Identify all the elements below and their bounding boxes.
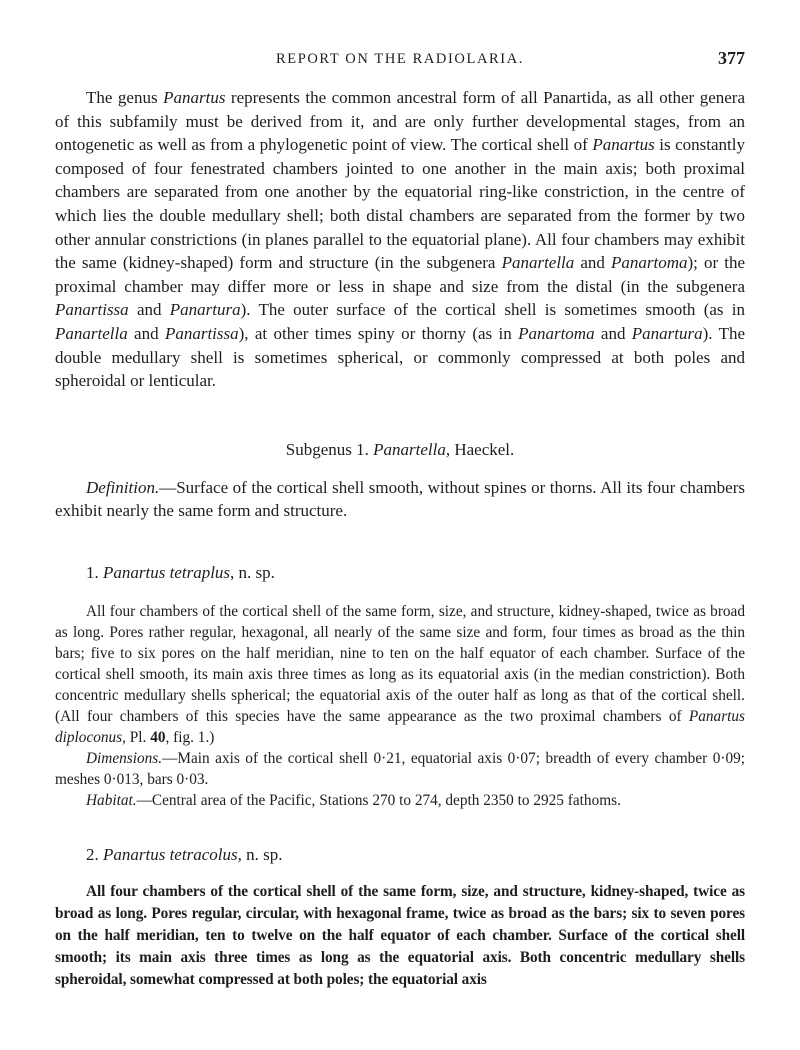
genus-name: Panartus xyxy=(592,135,655,155)
subgenus-name: Panartella xyxy=(501,253,575,273)
subgenus-title: Panartella xyxy=(373,439,446,459)
reference-plate: , Pl. xyxy=(122,728,151,746)
running-title: REPORT ON THE RADIOLARIA. xyxy=(275,51,525,67)
intro-text: and xyxy=(594,323,632,343)
species-suffix: , n. sp. xyxy=(230,562,275,582)
definition-paragraph xyxy=(55,476,745,523)
intro-paragraph xyxy=(55,86,745,393)
intro-text: ). The outer surface of the cortical shell is sometimes smooth (as in xyxy=(240,300,745,320)
running-head xyxy=(55,48,745,74)
species-2-description xyxy=(55,881,745,991)
species-1-dimensions xyxy=(55,748,745,790)
reference-species: Panartus diploconus xyxy=(55,707,745,746)
subgenus-name: Panartissa xyxy=(164,323,239,343)
definition-text: —Surface of the cortical shell smooth, without spines or thorns. All its four chambers exhibit nearly the same form and structure. xyxy=(55,477,745,521)
dimensions-text: —Main axis of the cortical shell 0·21, equatorial axis 0·07; breadth of every chamber 0·09; meshes 0·013, bars 0·03. xyxy=(55,749,745,788)
page-number: 377 xyxy=(718,48,745,68)
intro-text: and xyxy=(127,323,165,343)
species-1-heading xyxy=(55,563,745,583)
subgenus-name: Panartura xyxy=(631,323,703,343)
intro-text: ), at other times spiny or thorny (as in xyxy=(238,323,519,343)
description-text: All four chambers of the cortical shell of the same form, size, and structure, kidney-shaped, twice as broad as long. Pores regular, circular, with hexagonal frame, twice as broad as the bars; six to seven pores on the half meridian, ten to twelve on the half equator of each chamber. Surface of the cortical shell smooth; its main axis three times as long as the equatorial axis. Both concentric medullary shells spheroidal, somewhat compressed at both poles; the equatorial axis xyxy=(55,882,745,988)
intro-text: represents the common ancestral form of all Panartida, as all other genera of this subfamily must be derived from it, and are only further developmental stages, from an ontogenetic as well as from a phylogenetic point of view. The cortical shell of xyxy=(55,88,746,155)
subgenus-prefix: Subgenus 1. xyxy=(285,439,374,459)
reference-figure: , fig. 1.) xyxy=(165,728,215,746)
species-1-description xyxy=(55,601,745,748)
description-text: All four chambers of the cortical shell of the same form, size, and structure, kidney-shaped, twice as broad as long. Pores rather regular, hexagonal, all nearly of the same size and form, four times as broad as the thin bars; five to six pores on the half meridian, nine to ten on the half equator of each chamber. Surface of the cortical shell smooth, its main axis three times as long as its equatorial axis (in the median constriction). Both concentric medullary shells spherical; the equatorial axis of the outer half as long as that of the cortical shell. (All four chambers of this species have the same appearance as the two proximal chambers of xyxy=(55,602,745,725)
plate-number: 40 xyxy=(150,728,166,746)
intro-text: and xyxy=(128,300,170,320)
species-number: 2. xyxy=(86,844,103,864)
species-number: 1. xyxy=(86,562,103,582)
subgenus-name: Panartoma xyxy=(518,323,595,343)
genus-name: Panartus xyxy=(163,88,226,107)
intro-text: ); or the proximal chamber may differ more or less in shape and size from the distal (in the subgenera xyxy=(55,253,745,296)
intro-text: is constantly composed of four fenestrated chambers jointed to one another in the main axis; both proximal chambers are separated from one another by the equatorial ring-like constriction, in the centre of which lies the double medullary shell; both distal chambers are separated from the former by two other annular constrictions (in planes parallel to the equatorial plane). All four chambers may exhibit the same (kidney-shaped) form and structure (in the subgenera xyxy=(55,135,745,273)
intro-text: ). The double medullary shell is sometimes spherical, or commonly compressed at both poles and spheroidal or lenticular. xyxy=(55,323,746,391)
subgenus-name: Panartella xyxy=(55,323,128,343)
habitat-text: —Central area of the Pacific, Stations 270 to 274, depth 2350 to 2925 fathoms. xyxy=(136,791,621,809)
species-name: Panartus tetraplus xyxy=(103,562,231,582)
subgenus-author: , Haeckel. xyxy=(445,439,515,459)
definition-label: Definition. xyxy=(86,477,160,497)
habitat-label: Habitat. xyxy=(86,791,137,809)
intro-text: The genus xyxy=(86,88,164,107)
subgenus-name: Panartura xyxy=(169,300,241,320)
dimensions-label: Dimensions. xyxy=(86,749,163,767)
species-suffix: , n. sp. xyxy=(237,844,283,864)
species-1-habitat xyxy=(55,790,745,811)
intro-text: and xyxy=(574,253,611,273)
species-2-heading xyxy=(55,845,745,865)
subgenus-name: Panartissa xyxy=(55,300,129,320)
page xyxy=(55,48,745,991)
subgenus-heading xyxy=(55,440,745,460)
species-name: Panartus tetracolus xyxy=(103,844,238,864)
subgenus-name: Panartoma xyxy=(611,253,688,273)
